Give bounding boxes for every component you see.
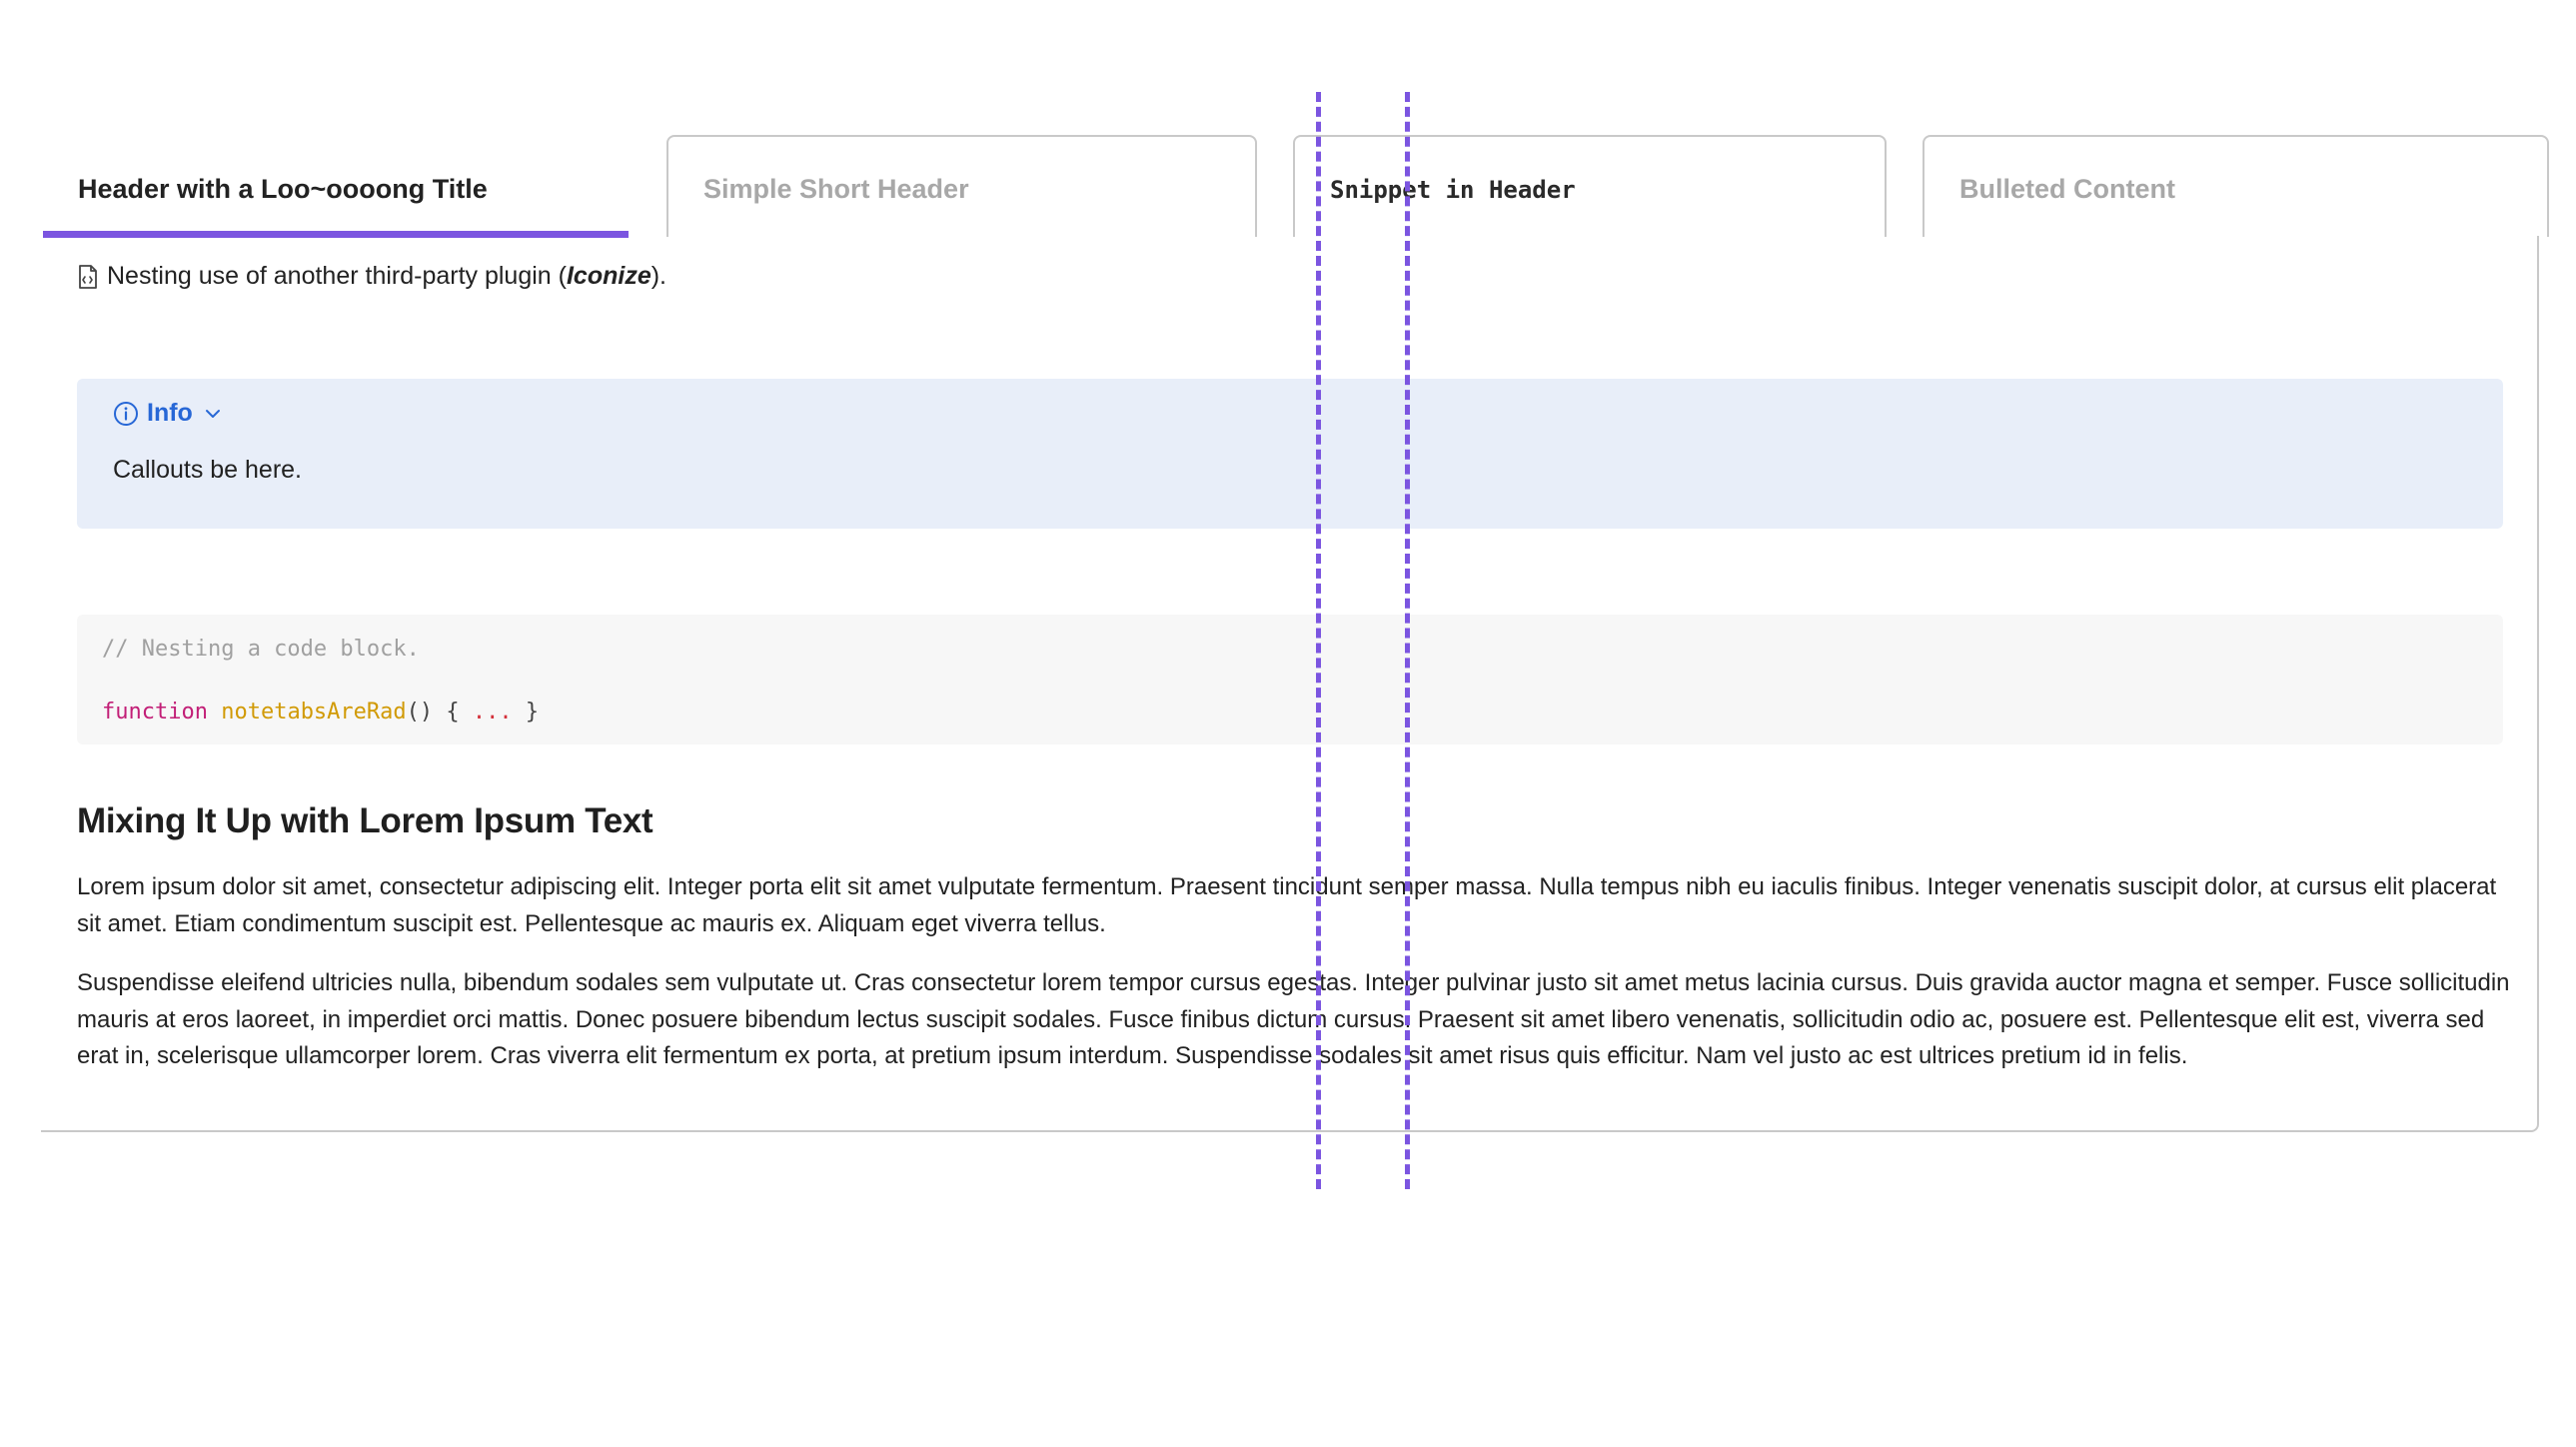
tab-bar xyxy=(41,135,2539,237)
code-closing-brace: } xyxy=(525,700,540,724)
callout-title-text: Info xyxy=(147,399,193,427)
code-function-name: notetabsAreRad xyxy=(221,700,407,724)
intro-text-after: ). xyxy=(650,262,667,290)
paragraph: Suspendisse eleifend ultricies nulla, bibendum sodales sem vulputate ut. Cras consectetur lorem tempor cursus egestas. Integer pulvinar justo sit amet metus lacinia cursus. Duis gravida auctor magna et semper. Fusce sollicitudin mauris at eros laoreet, in imperdiet orci mattis. Donec posuere bibendum lectus suscipit sodales. Fusce finibus dictum cursus. Praesent sit amet libero venenatis, sollicitudin odio ac, posuere est. Pellentesque elit est, viverra sed erat in, scelerisque ullamcorper lorem. Cras viverra elit fermentum ex porta, at pretium ipsum interdum. Suspendisse sodales sit amet risus quis efficitur. Nam vel justo ac est ultrices pretium id in felis. xyxy=(77,969,2510,1069)
code-block[interactable] xyxy=(77,615,2503,744)
file-icon xyxy=(77,264,99,290)
callout-title[interactable] xyxy=(113,399,223,428)
tab-bulleted-content[interactable] xyxy=(1923,135,2549,237)
intro-text-before: Nesting use of another third-party plugin ( xyxy=(107,262,567,290)
tab-long-title[interactable] xyxy=(41,135,631,237)
split-guide-right[interactable] xyxy=(1405,92,1410,1189)
info-icon xyxy=(113,401,139,427)
callout-body: Callouts be here. xyxy=(113,456,303,484)
code-keyword: function xyxy=(102,700,208,724)
split-guide-left[interactable] xyxy=(1316,92,1321,1189)
tab-label: Snippet in Header xyxy=(1330,176,1576,204)
paragraph: Lorem ipsum dolor sit amet, consectetur adipiscing elit. Integer porta elit sit amet vulputate fermentum. Praesent tincidunt semper massa. Nulla tempus nibh eu iaculis finibus. Integer venenatis suscipit dolor, at cursus elit placerat sit amet. Etiam condimentum suscipit est. Pellentesque ac mauris ex. Aliquam eget viverra tellus. xyxy=(77,873,2497,937)
code-comment: // Nesting a code block. xyxy=(102,637,420,662)
info-callout xyxy=(77,379,2503,529)
tab-label: Bulleted Content xyxy=(1959,174,2175,204)
tab-snippet-in-header[interactable] xyxy=(1293,135,1887,237)
tab-simple-short-header[interactable] xyxy=(666,135,1257,237)
intro-text xyxy=(77,262,666,291)
tab-label: Simple Short Header xyxy=(703,174,969,204)
tab-label: Header with a Loo~oooong Title xyxy=(78,174,488,204)
plugin-name: Iconize xyxy=(566,262,651,290)
chevron-down-icon[interactable] xyxy=(203,404,223,424)
code-parens: () { xyxy=(406,700,460,724)
tab-panel xyxy=(41,236,2539,1132)
code-ellipsis: ... xyxy=(472,700,513,724)
code-function-line xyxy=(102,700,539,724)
section-heading: Mixing It Up with Lorem Ipsum Text xyxy=(77,801,653,840)
